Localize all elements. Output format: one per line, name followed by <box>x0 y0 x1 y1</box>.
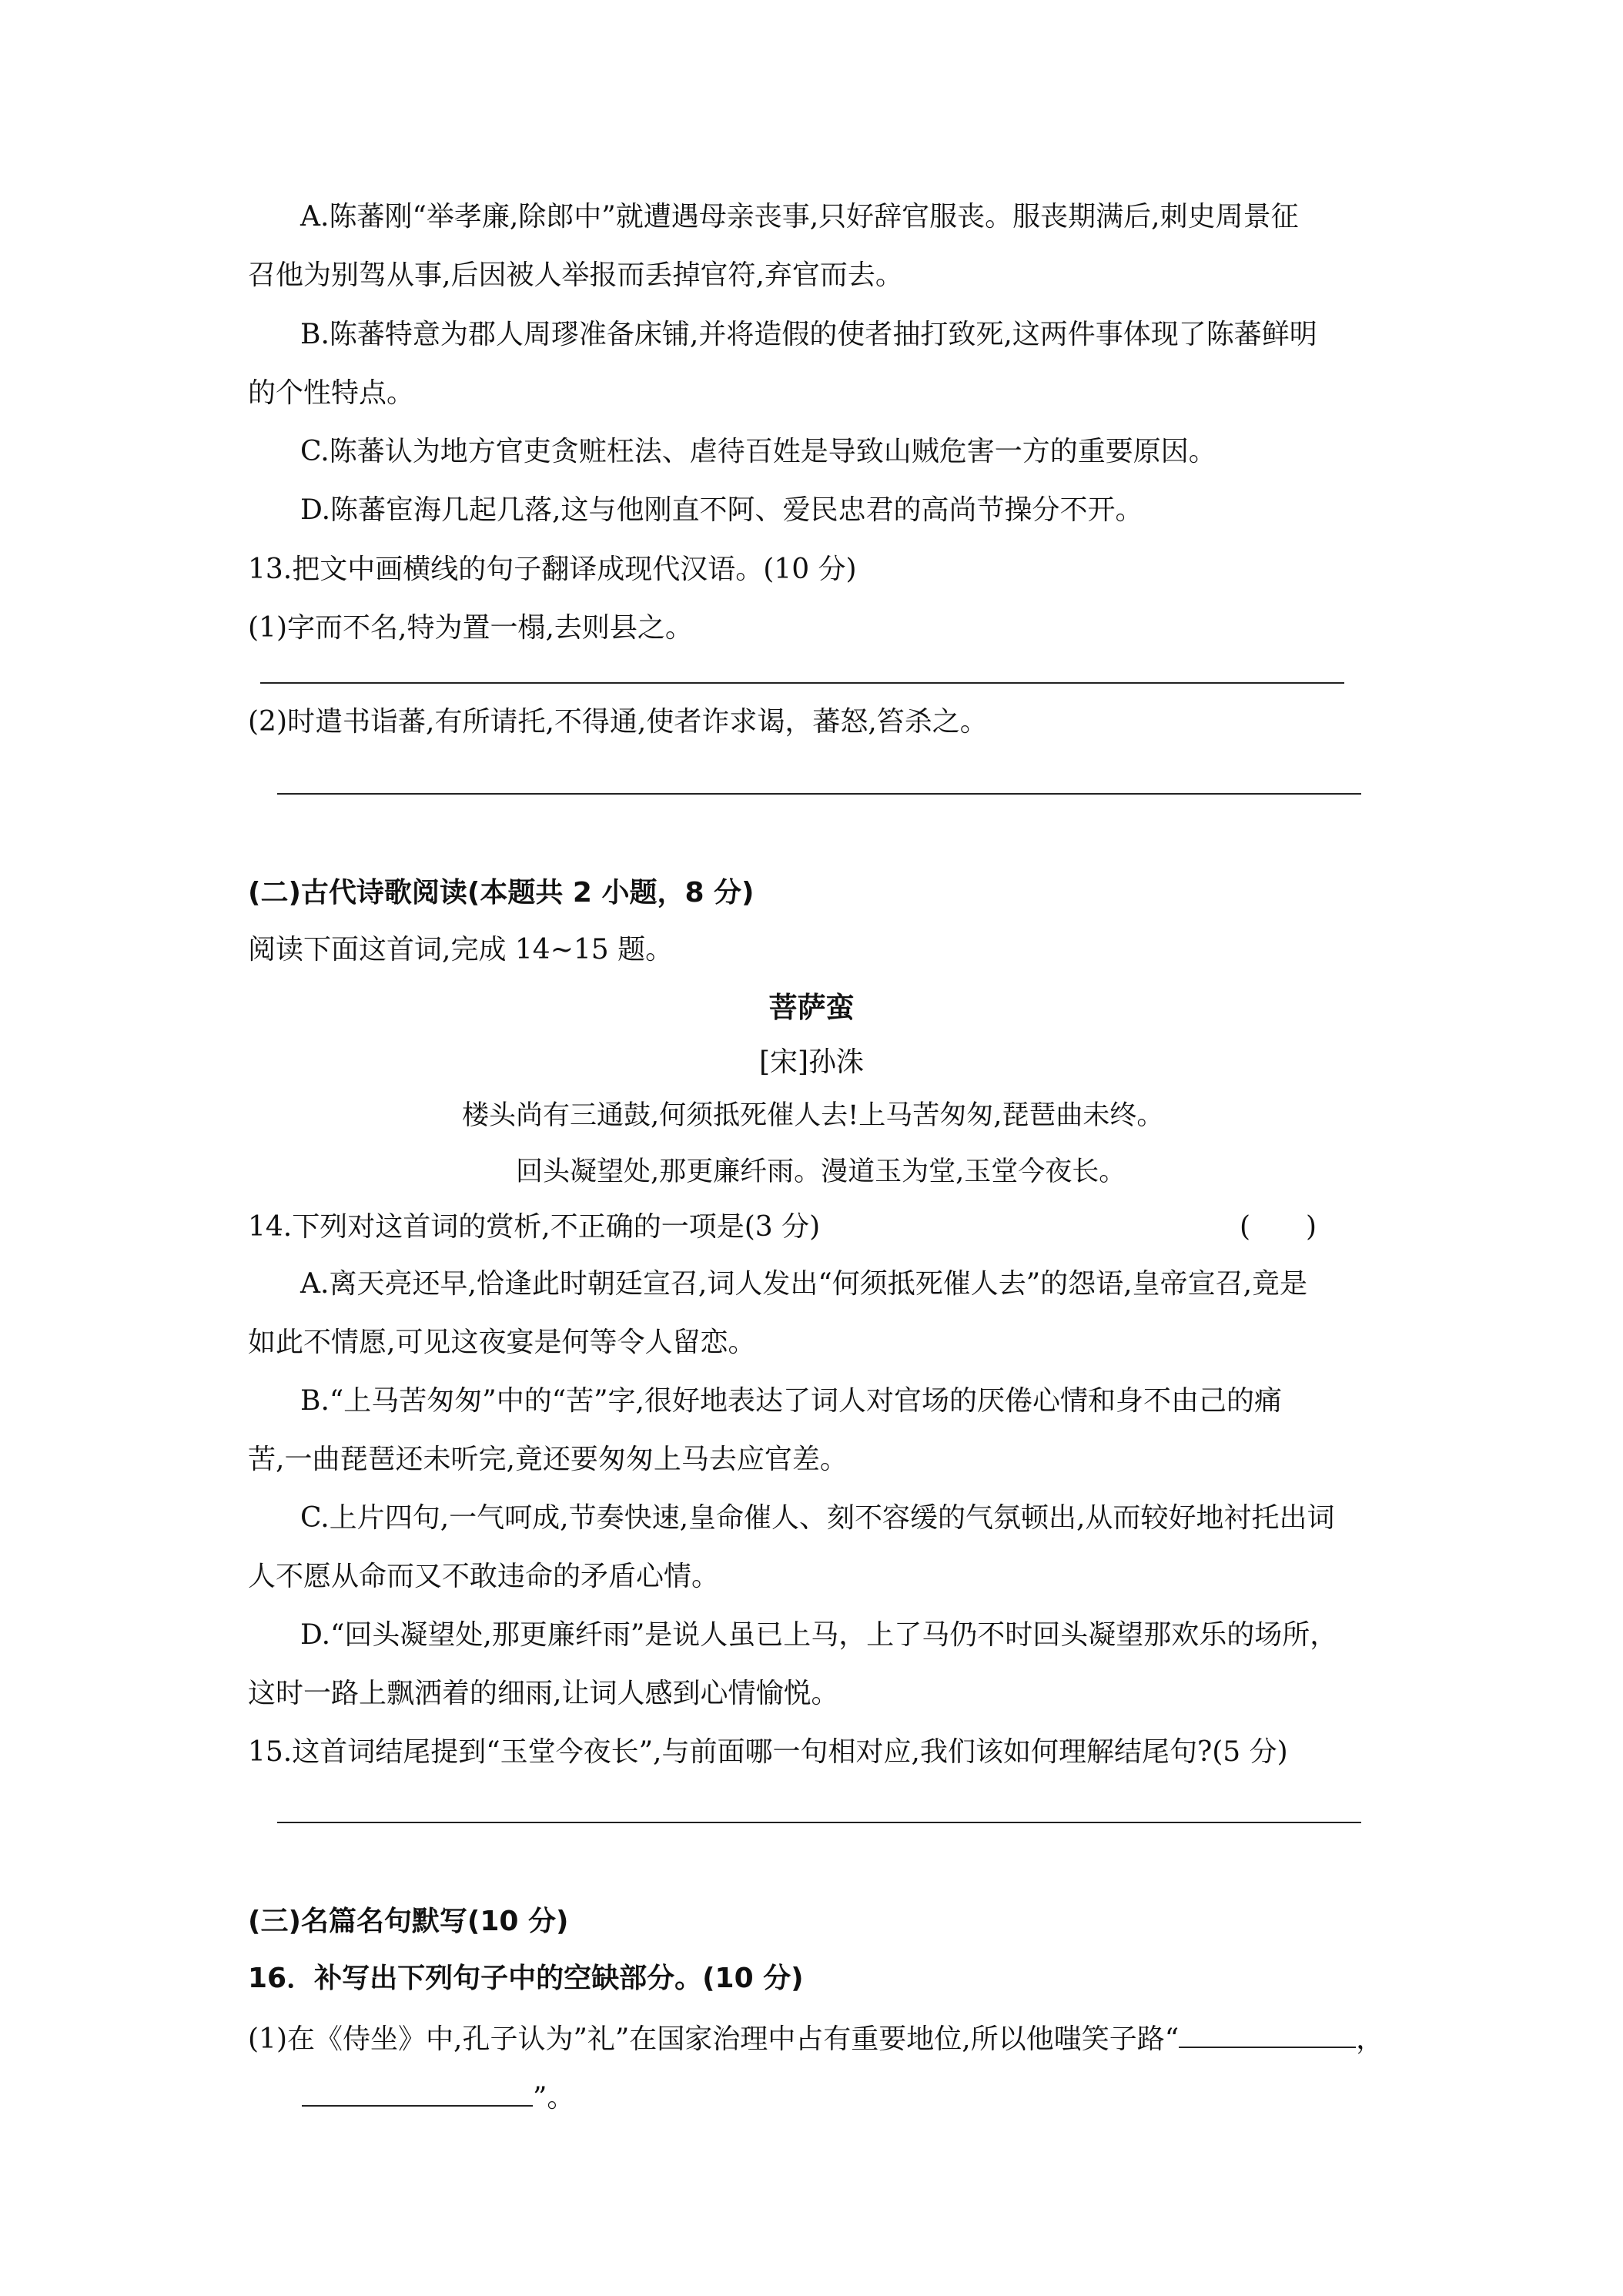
q14-option-c-line1: C.上片四句,一气呵成,节奏快速,皇命催人、刻不容缓的气氛顿出,从而较好地衬托出词 <box>300 1502 1335 1534</box>
poem-author: [宋]孙洙 <box>758 1046 865 1078</box>
q13-sentence-2: (2)时遣书诣蕃,有所请托,不得通,使者诈求谒，蕃怒,笞杀之。 <box>248 706 988 738</box>
q14-option-d-line2: 这时一路上飘洒着的细雨,让词人感到心情愉悦。 <box>248 1678 839 1709</box>
poem-title: 菩萨蛮 <box>768 991 855 1024</box>
q16-sentence-1-prefix: (1)在《侍坐》中,孔子认为”礼”在国家治理中占有重要地位,所以他嗤笑子路“ <box>248 2023 1180 2055</box>
q14-stem: 14.下列对这首词的赏析,不正确的一项是(3 分) <box>248 1211 821 1243</box>
q14-option-a-line1: A.离天亮还早,恰逢此时朝廷宣召,词人发出“何须抵死催人去”的怨语,皇帝宣召,竟是 <box>300 1268 1308 1300</box>
q14-option-d-line1: D.“回头凝望处,那更廉纤雨”是说人虽已上马，上了马仍不时回头凝望那欢乐的场所， <box>300 1619 1338 1651</box>
q12-option-c: C.陈蕃认为地方官吏贪赃枉法、虐待百姓是导致山贼危害一方的重要原因。 <box>300 436 1216 467</box>
q13-answer-line-2[interactable] <box>277 793 1361 795</box>
q14-option-b-line2: 苦,一曲琵琶还未听完,竟还要匆匆上马去应官差。 <box>248 1444 848 1475</box>
q13-answer-line-1[interactable] <box>260 682 1344 684</box>
section-3-heading: (三)名篇名句默写(10 分) <box>248 1906 569 1937</box>
q13-stem: 13.把文中画横线的句子翻译成现代汉语。(10 分) <box>248 554 857 585</box>
q16-sentence-1-end: ”。 <box>533 2082 575 2114</box>
q16-blank-1[interactable] <box>1179 2023 1356 2048</box>
q16-sentence-1-comma: ， <box>1356 2023 1384 2055</box>
q16-sentence-1 <box>248 2023 1384 2053</box>
q12-option-d: D.陈蕃宦海几起几落,这与他刚直不阿、爱民忠君的高尚节操分不开。 <box>300 494 1143 526</box>
section-2-heading: (二)古代诗歌阅读(本题共 2 小题，8 分) <box>248 877 755 909</box>
q15-answer-line[interactable] <box>277 1822 1361 1823</box>
q12-option-a-line1: A.陈蕃刚“举孝廉,除郎中”就遭遇母亲丧事,只好辞官服丧。服丧期满后,刺史周景征 <box>300 201 1299 233</box>
poem-line-2: 回头凝望处,那更廉纤雨。漫道玉为堂,玉堂今夜长。 <box>516 1156 1126 1187</box>
q16-sentence-1-cont <box>302 2082 574 2112</box>
q14-answer-paren[interactable]: ( ) <box>1240 1211 1317 1243</box>
q14-option-a-line2: 如此不情愿,可见这夜宴是何等令人留恋。 <box>248 1327 756 1358</box>
q15-stem: 15.这首词结尾提到“玉堂今夜长”,与前面哪一句相对应,我们该如何理解结尾句?(5 分) <box>248 1736 1288 1768</box>
q13-sentence-1: (1)字而不名,特为置一榻,去则县之。 <box>248 612 693 644</box>
q12-option-a-line2: 召他为别驾从事,后因被人举报而丢掉官符,弃官而去。 <box>248 259 903 291</box>
q16-blank-2[interactable] <box>302 2082 533 2107</box>
section-2-intro: 阅读下面这首词,完成 14~15 题。 <box>248 934 674 966</box>
poem-line-1: 楼头尚有三通鼓,何须抵死催人去!上马苦匆匆,琵琶曲未终。 <box>462 1100 1164 1131</box>
q14-option-b-line1: B.“上马苦匆匆”中的“苦”字,很好地表达了词人对官场的厌倦心情和身不由己的痛 <box>300 1385 1282 1417</box>
q12-option-b-line1: B.陈蕃特意为郡人周璆准备床铺,并将造假的使者抽打致死,这两件事体现了陈蕃鲜明 <box>300 319 1317 350</box>
q12-option-b-line2: 的个性特点。 <box>248 377 415 409</box>
q16-stem: 16．补写出下列句子中的空缺部分。(10 分) <box>248 1963 804 1994</box>
q14-option-c-line2: 人不愿从命而又不敢违命的矛盾心情。 <box>248 1561 720 1592</box>
